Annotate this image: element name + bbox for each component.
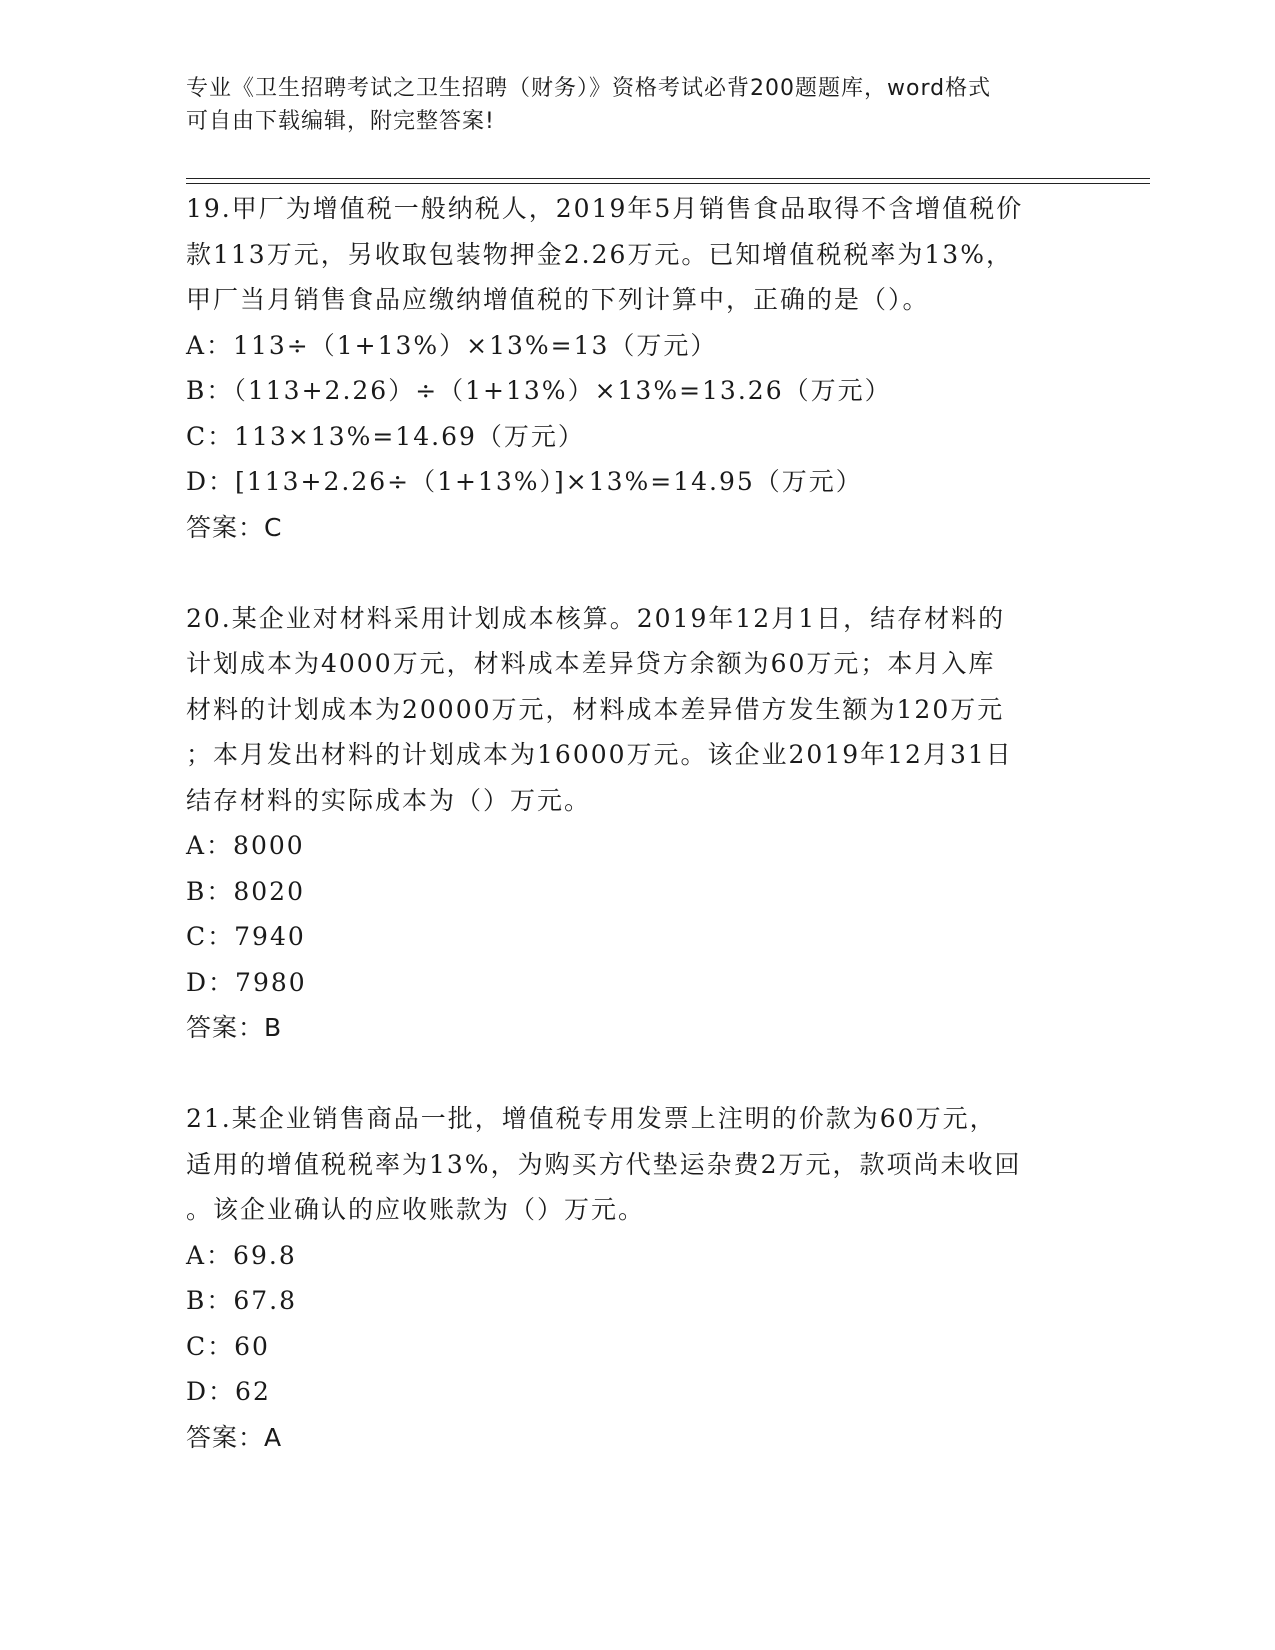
- option-c: C：7940: [186, 922, 306, 951]
- question-21: [186, 1096, 1091, 1460]
- question-20: [186, 596, 1091, 1051]
- question-stem-line: 款113万元，另收取包装物押金2.26万元。已知增值税税率为13%，: [186, 239, 1013, 269]
- answer-label: 答案：A: [186, 1422, 283, 1452]
- question-stem-line: 。该企业确认的应收账款为（）万元。: [186, 1195, 646, 1224]
- option-a: A：113÷（1+13%）×13%=13（万元）: [186, 330, 718, 360]
- option-c: C：60: [186, 1331, 270, 1361]
- question-stem-line: 计划成本为4000万元，材料成本差异贷方余额为60万元；本月入库: [186, 649, 996, 678]
- option-a: A：8000: [186, 831, 305, 860]
- question-stem-line: 20.某企业对材料采用计划成本核算。2019年12月1日，结存材料的: [186, 603, 1006, 633]
- question-stem-line: 21.某企业销售商品一批，增值税专用发票上注明的价款为60万元，: [186, 1104, 997, 1133]
- option-b: B：67.8: [186, 1286, 298, 1315]
- option-d: D：7980: [186, 967, 307, 997]
- question-19: [186, 186, 1091, 550]
- option-b: B：（113+2.26）÷（1+13%）×13%=13.26（万元）: [186, 376, 892, 405]
- answer-label: 答案：C: [186, 512, 283, 542]
- document-header: [186, 72, 1066, 138]
- question-stem-line: 甲厂当月销售食品应缴纳增值税的下列计算中，正确的是（）。: [186, 285, 930, 314]
- option-d: D：[113+2.26÷（1+13%）]×13%=14.95（万元）: [186, 467, 863, 496]
- header-title-line-1: 专业《卫生招聘考试之卫生招聘（财务）》资格考试必背200题题库，word格式: [186, 76, 992, 101]
- option-a: A：69.8: [186, 1240, 297, 1270]
- question-stem-line: 适用的增值税税率为13%，为购买方代垫运杂费2万元，款项尚未收回: [186, 1149, 1022, 1179]
- question-spacer: [186, 550, 1091, 596]
- question-stem-line: 19.甲厂为增值税一般纳税人，2019年5月销售食品取得不含增值税价: [186, 194, 1024, 223]
- question-list: [186, 186, 1091, 1460]
- question-spacer: [186, 1051, 1091, 1097]
- question-stem-line: ；本月发出材料的计划成本为16000万元。该企业2019年12月31日: [186, 740, 1013, 769]
- option-b: B：8020: [186, 876, 305, 906]
- header-divider-bottom: [186, 183, 1150, 184]
- option-c: C：113×13%=14.69（万元）: [186, 421, 585, 451]
- option-d: D：62: [186, 1377, 271, 1406]
- question-stem-line: 材料的计划成本为20000万元，材料成本差异借方发生额为120万元: [186, 694, 1005, 724]
- header-divider-top: [186, 178, 1150, 179]
- header-title-line-2: 可自由下载编辑，附完整答案!: [186, 109, 495, 134]
- answer-label: 答案：B: [186, 1013, 283, 1042]
- question-stem-line: 结存材料的实际成本为（）万元。: [186, 785, 592, 815]
